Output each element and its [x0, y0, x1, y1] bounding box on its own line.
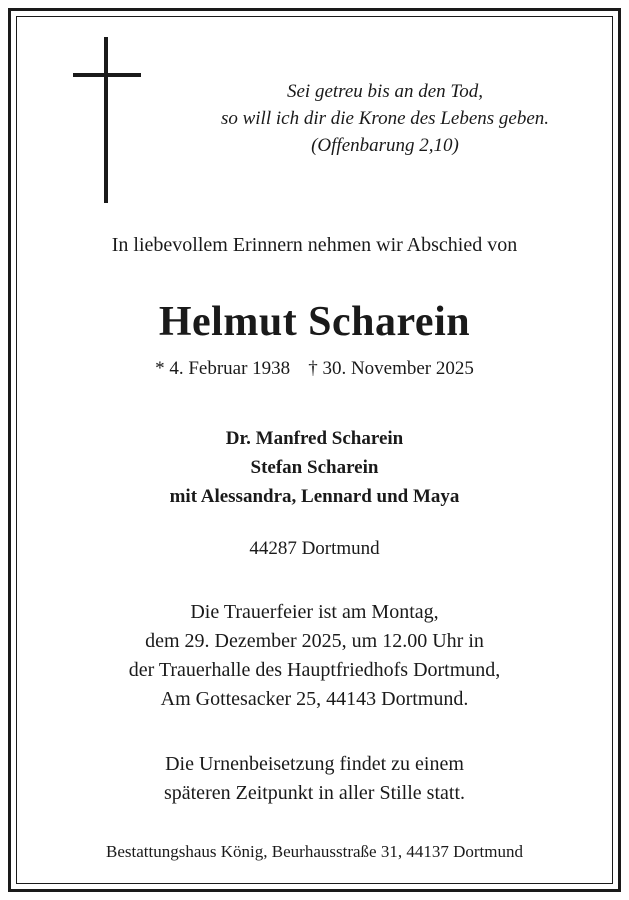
urn-line: späteren Zeitpunkt in aller Stille statt.: [163, 782, 466, 804]
life-dates: [0, 358, 629, 380]
funeral-service-info: [0, 598, 629, 714]
birth-date: * 4. Februar 1938: [155, 358, 291, 379]
mourner-name: Stefan Scharein: [250, 457, 379, 478]
service-line: dem 29. Dezember 2025, um 12.00 Uhr in: [145, 630, 484, 652]
verse-reference: (Offenbarung 2,10): [311, 135, 459, 156]
service-line: Am Gottesacker 25, 44143 Dortmund.: [160, 688, 469, 710]
mourners-city: 44287 Dortmund: [249, 538, 380, 559]
cross-vertical-bar: [104, 37, 108, 203]
mourner-name: mit Alessandra, Lennard und Maya: [169, 486, 460, 507]
urn-burial-info: [0, 750, 629, 808]
funeral-home-footer: Bestattungshaus König, Beurhausstraße 31, 44137 Dortmund: [106, 842, 523, 861]
death-date: † 30. November 2025: [308, 358, 474, 379]
urn-line: Die Urnenbeisetzung findet zu einem: [165, 753, 464, 775]
service-line: Die Trauerfeier ist am Montag,: [190, 601, 439, 623]
mourner-name: Dr. Manfred Scharein: [225, 428, 404, 449]
intro-text: In liebevollem Erinnern nehmen wir Abschied von: [111, 234, 518, 256]
mourners-list: [0, 424, 629, 511]
verse-line: so will ich dir die Krone des Lebens geben.: [220, 108, 550, 129]
cross-horizontal-bar: [73, 73, 141, 77]
deceased-name: Helmut Scharein: [158, 299, 471, 345]
service-line: der Trauerhalle des Hauptfriedhofs Dortmund,: [128, 659, 501, 681]
bible-verse: [170, 78, 600, 159]
verse-line: Sei getreu bis an den Tod,: [287, 81, 483, 102]
